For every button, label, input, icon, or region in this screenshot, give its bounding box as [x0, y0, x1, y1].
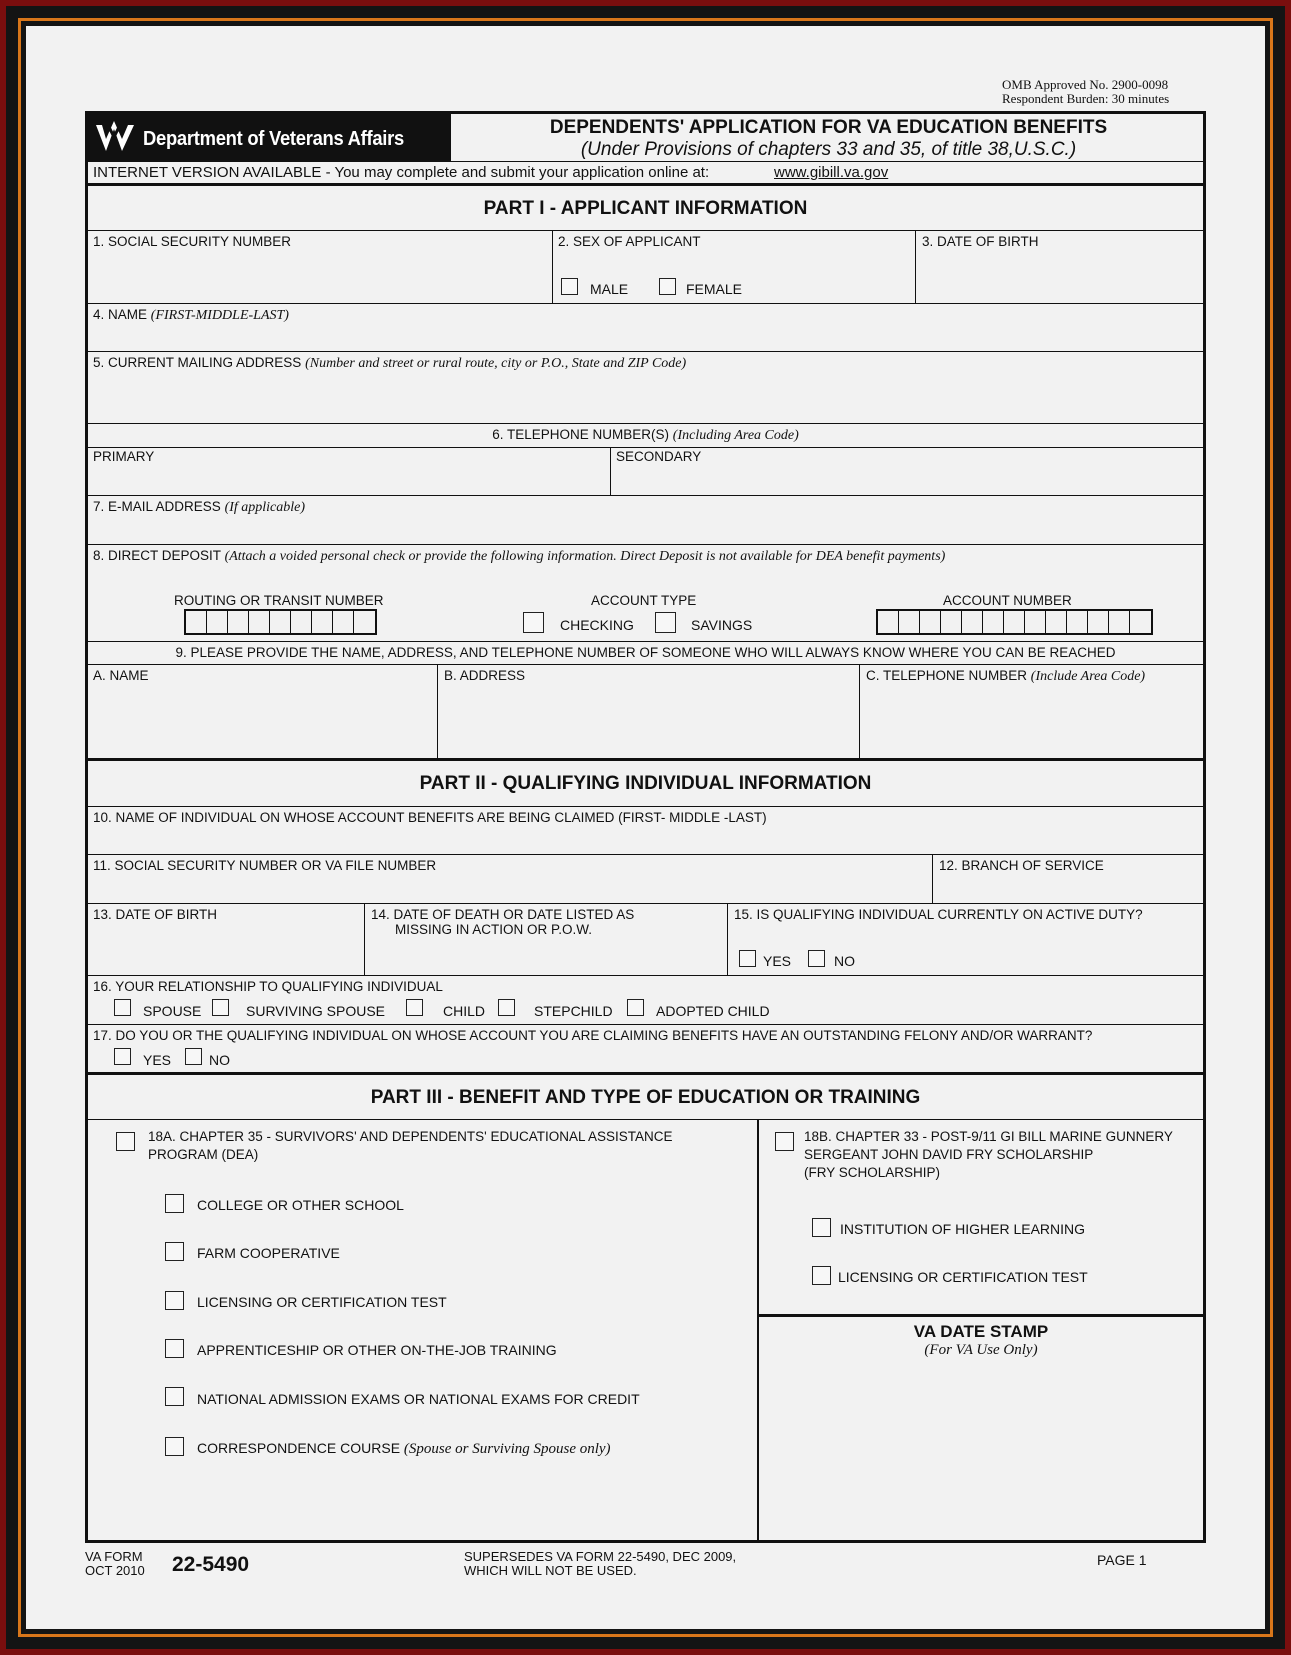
- field-active-duty: [727, 904, 1203, 975]
- row-ssn-branch: [88, 854, 1203, 903]
- contact-name-label: A. NAME: [93, 668, 149, 683]
- gibill-link[interactable]: www.gibill.va.gov: [774, 164, 889, 181]
- form-label-line2: OCT 2010: [85, 1563, 145, 1578]
- licensing-label: LICENSING OR CERTIFICATION TEST: [197, 1294, 447, 1310]
- chapter33-label-line3: (FRY SCHOLARSHIP): [804, 1165, 941, 1180]
- chapter33-label-line1: 18B. CHAPTER 33 - POST-9/11 GI BILL MARINE GUNNERY: [804, 1129, 1173, 1144]
- part2-header: [88, 758, 1203, 806]
- chapter33-section: [759, 1120, 1203, 1314]
- active-duty-no-label: NO: [834, 953, 855, 969]
- field-email[interactable]: [88, 495, 1203, 544]
- savings-checkbox[interactable]: [655, 612, 676, 633]
- field-name[interactable]: [88, 303, 1203, 351]
- national-exams-label: NATIONAL ADMISSION EXAMS OR NATIONAL EXAMS FOR CREDIT: [197, 1391, 640, 1407]
- field-dob[interactable]: [915, 231, 1203, 303]
- part1-header: [88, 183, 1203, 230]
- qualifying-name-label: 10. NAME OF INDIVIDUAL ON WHOSE ACCOUNT BENEFITS ARE BEING CLAIMED (FIRST- MIDDLE -LAST): [93, 810, 767, 825]
- college-label: COLLEGE OR OTHER SCHOOL: [197, 1197, 404, 1213]
- field-ssn[interactable]: [88, 231, 552, 303]
- licensing-b-label: LICENSING OR CERTIFICATION TEST: [838, 1269, 1088, 1285]
- female-checkbox[interactable]: [659, 278, 676, 295]
- row-ssn-sex-dob: [88, 230, 1203, 303]
- qualifying-ssn-label: 11. SOCIAL SECURITY NUMBER OR VA FILE NUMBER: [93, 858, 437, 873]
- respondent-burden: Respondent Burden: 30 minutes: [1002, 91, 1170, 106]
- stamp-title: VA DATE STAMP: [913, 1322, 1049, 1341]
- higher-learning-label: INSTITUTION OF HIGHER LEARNING: [840, 1221, 1086, 1237]
- chapter33-column: [757, 1120, 1203, 1540]
- farm-cooperative-checkbox[interactable]: [165, 1242, 184, 1261]
- email-label-text: 7. E-MAIL ADDRESS: [93, 499, 221, 514]
- adopted-child-label: ADOPTED CHILD: [656, 1003, 770, 1019]
- supersedes-line2: WHICH WILL NOT BE USED.: [464, 1563, 637, 1578]
- telephone-hint: (Including Area Code): [672, 428, 799, 443]
- supersedes-line1: SUPERSEDES VA FORM 22-5490, DEC 2009,: [464, 1549, 737, 1564]
- apprenticeship-checkbox[interactable]: [165, 1339, 184, 1358]
- checking-checkbox[interactable]: [523, 612, 544, 633]
- higher-learning-checkbox[interactable]: [812, 1218, 831, 1237]
- field-branch[interactable]: [932, 855, 1203, 903]
- field-contact-address[interactable]: [437, 665, 859, 758]
- field-qualifying-dob[interactable]: [88, 904, 364, 975]
- field-secondary-phone[interactable]: [610, 448, 1203, 495]
- va-date-stamp-area: [759, 1314, 1203, 1540]
- sex-label: 2. SEX OF APPLICANT: [558, 234, 701, 249]
- national-exams-checkbox[interactable]: [165, 1387, 184, 1406]
- felony-no-label: NO: [209, 1052, 230, 1068]
- part3-header: [88, 1072, 1203, 1119]
- savings-label: SAVINGS: [691, 617, 753, 633]
- contact-address-label: B. ADDRESS: [444, 668, 526, 683]
- active-duty-label: 15. IS QUALIFYING INDIVIDUAL CURRENTLY ON ACTIVE DUTY?: [734, 907, 1143, 922]
- direct-deposit-section: [88, 544, 1203, 641]
- death-label-line2: MISSING IN ACTION OR P.O.W.: [395, 922, 593, 937]
- felony-no-checkbox[interactable]: [185, 1048, 202, 1065]
- active-duty-yes-checkbox[interactable]: [739, 950, 756, 967]
- farm-cooperative-label: FARM COOPERATIVE: [197, 1245, 340, 1261]
- part3-title: PART III - BENEFIT AND TYPE OF EDUCATION OR TRAINING: [370, 1087, 921, 1108]
- stepchild-checkbox[interactable]: [498, 999, 515, 1016]
- correspondence-label: [197, 1440, 611, 1458]
- chapter33-label-line2: SERGEANT JOHN DAVID FRY SCHOLARSHIP: [804, 1147, 1094, 1162]
- chapter35-label-line2: PROGRAM (DEA): [148, 1147, 259, 1162]
- primary-label: PRIMARY: [93, 449, 155, 464]
- name-label-text: 4. NAME: [93, 307, 148, 322]
- address-label-text: 5. CURRENT MAILING ADDRESS: [93, 355, 302, 370]
- chapter35-label-line1: 18A. CHAPTER 35 - SURVIVORS' AND DEPENDENTS' EDUCATIONAL ASSISTANCE: [148, 1129, 673, 1144]
- field-date-of-death[interactable]: [364, 904, 727, 975]
- internet-text: INTERNET VERSION AVAILABLE - You may complete and submit your application online at:: [93, 164, 710, 181]
- active-duty-no-checkbox[interactable]: [808, 950, 825, 967]
- male-label: MALE: [590, 281, 629, 297]
- relationship-section: [88, 975, 1203, 1024]
- ssn-label: 1. SOCIAL SECURITY NUMBER: [93, 234, 292, 249]
- contact-phone-label: [866, 668, 1145, 685]
- correspondence-hint: (Spouse or Surviving Spouse only): [403, 1441, 611, 1457]
- direct-deposit-hint: (Attach a voided personal check or provide the following information. Direct Deposit is not available for DEA benefit payments): [224, 549, 946, 564]
- contact-heading: [88, 641, 1203, 664]
- female-label: FEMALE: [686, 281, 743, 297]
- secondary-label: SECONDARY: [616, 449, 702, 464]
- omb-number: OMB Approved No. 2900-0098: [1002, 77, 1169, 92]
- email-label: [93, 499, 305, 516]
- stamp-hint: (For VA Use Only): [924, 1342, 1038, 1358]
- stepchild-label: STEPCHILD: [534, 1003, 613, 1019]
- form-label: [85, 1550, 145, 1578]
- chapter35-checkbox[interactable]: [116, 1132, 135, 1151]
- college-checkbox[interactable]: [165, 1194, 184, 1213]
- email-hint: (If applicable): [224, 500, 306, 515]
- form-label-line1: VA FORM: [85, 1549, 143, 1564]
- felony-yes-label: YES: [143, 1052, 172, 1068]
- direct-deposit-label-text: 8. DIRECT DEPOSIT: [93, 548, 221, 563]
- agency-name: Department of Veterans Affairs: [143, 128, 404, 150]
- direct-deposit-label: [93, 548, 945, 565]
- account-number-boxes[interactable]: [876, 609, 1153, 635]
- telephone-label-text: 6. TELEPHONE NUMBER(S): [492, 427, 670, 442]
- account-type-label: ACCOUNT TYPE: [591, 593, 697, 608]
- field-mailing-address[interactable]: [88, 351, 1203, 423]
- child-label: CHILD: [443, 1003, 486, 1019]
- felony-label: 17. DO YOU OR THE QUALIFYING INDIVIDUAL ON WHOSE ACCOUNT YOU ARE CLAIMING BENEFITS HAVE AN OUTSTANDING FELONY AND/OR WARRANT?: [93, 1028, 1093, 1043]
- telephone-heading: [88, 423, 1203, 447]
- active-duty-yes-label: YES: [763, 953, 792, 969]
- branch-label: 12. BRANCH OF SERVICE: [939, 858, 1104, 873]
- death-label-line1: 14. DATE OF DEATH OR DATE LISTED AS: [371, 907, 635, 922]
- checking-label: CHECKING: [560, 617, 634, 633]
- va-logo-block: [88, 114, 451, 161]
- contact-label: 9. PLEASE PROVIDE THE NAME, ADDRESS, AND TELEPHONE NUMBER OF SOMEONE WHO WILL ALWAYS KNOW WHERE YOU CAN BE REACHED: [175, 645, 1116, 660]
- surviving-spouse-label: SURVIVING SPOUSE: [246, 1003, 386, 1019]
- dob-label: 3. DATE OF BIRTH: [922, 234, 1039, 249]
- omb-notice: [1002, 78, 1169, 106]
- va-seal-icon: [94, 119, 136, 157]
- field-contact-name[interactable]: [88, 665, 437, 758]
- telephone-label: [88, 427, 1203, 444]
- field-primary-phone[interactable]: [88, 448, 610, 495]
- form-number: 22-5490: [172, 1553, 250, 1576]
- felony-section: [88, 1024, 1203, 1072]
- field-contact-phone[interactable]: [859, 665, 1203, 758]
- row-dob-death-duty: [88, 903, 1203, 975]
- male-checkbox[interactable]: [561, 278, 578, 295]
- address-label: [93, 355, 686, 372]
- benefit-section: [88, 1119, 1203, 1540]
- internet-notice: [88, 161, 1203, 183]
- routing-label: ROUTING OR TRANSIT NUMBER: [174, 593, 384, 608]
- row-contact: [88, 664, 1203, 758]
- correspondence-checkbox[interactable]: [165, 1437, 184, 1456]
- qualifying-dob-label: 13. DATE OF BIRTH: [93, 907, 218, 922]
- name-hint: (FIRST-MIDDLE-LAST): [150, 308, 289, 323]
- contact-phone-hint: (Include Area Code): [1030, 669, 1146, 684]
- correspondence-label-text: CORRESPONDENCE COURSE: [197, 1440, 401, 1456]
- licensing-b-checkbox[interactable]: [812, 1266, 831, 1285]
- row-phones: [88, 447, 1203, 495]
- relationship-label: 16. YOUR RELATIONSHIP TO QUALIFYING INDIVIDUAL: [93, 979, 443, 994]
- felony-yes-checkbox[interactable]: [114, 1048, 131, 1065]
- child-checkbox[interactable]: [406, 999, 423, 1016]
- routing-number-boxes[interactable]: [184, 609, 377, 635]
- contact-phone-label-text: C. TELEPHONE NUMBER: [866, 668, 1028, 683]
- field-qualifying-ssn[interactable]: [88, 855, 932, 903]
- chapter33-checkbox[interactable]: [775, 1132, 794, 1151]
- name-label: [93, 307, 289, 324]
- form-subtitle: (Under Provisions of chapters 33 and 35, of title 38,U.S.C.): [580, 139, 1077, 160]
- surviving-spouse-checkbox[interactable]: [212, 999, 229, 1016]
- chapter35-column: [88, 1120, 757, 1540]
- part2-title: PART II - QUALIFYING INDIVIDUAL INFORMATION: [419, 773, 872, 794]
- adopted-child-checkbox[interactable]: [627, 999, 644, 1016]
- field-qualifying-name[interactable]: [88, 806, 1203, 854]
- supersedes-notice: [464, 1550, 736, 1578]
- spouse-checkbox[interactable]: [114, 999, 131, 1016]
- form-title: DEPENDENTS' APPLICATION FOR VA EDUCATION BENEFITS: [549, 117, 1108, 138]
- account-number-label: ACCOUNT NUMBER: [943, 593, 1072, 608]
- part1-title: PART I - APPLICANT INFORMATION: [483, 198, 808, 219]
- spouse-label: SPOUSE: [143, 1003, 202, 1019]
- application-form: [85, 111, 1206, 1543]
- apprenticeship-label: APPRENTICESHIP OR OTHER ON-THE-JOB TRAINING: [197, 1342, 557, 1358]
- page-number: PAGE 1: [1097, 1552, 1147, 1568]
- licensing-checkbox[interactable]: [165, 1291, 184, 1310]
- address-hint: (Number and street or rural route, city or P.O., State and ZIP Code): [305, 356, 687, 371]
- field-sex: [552, 231, 915, 303]
